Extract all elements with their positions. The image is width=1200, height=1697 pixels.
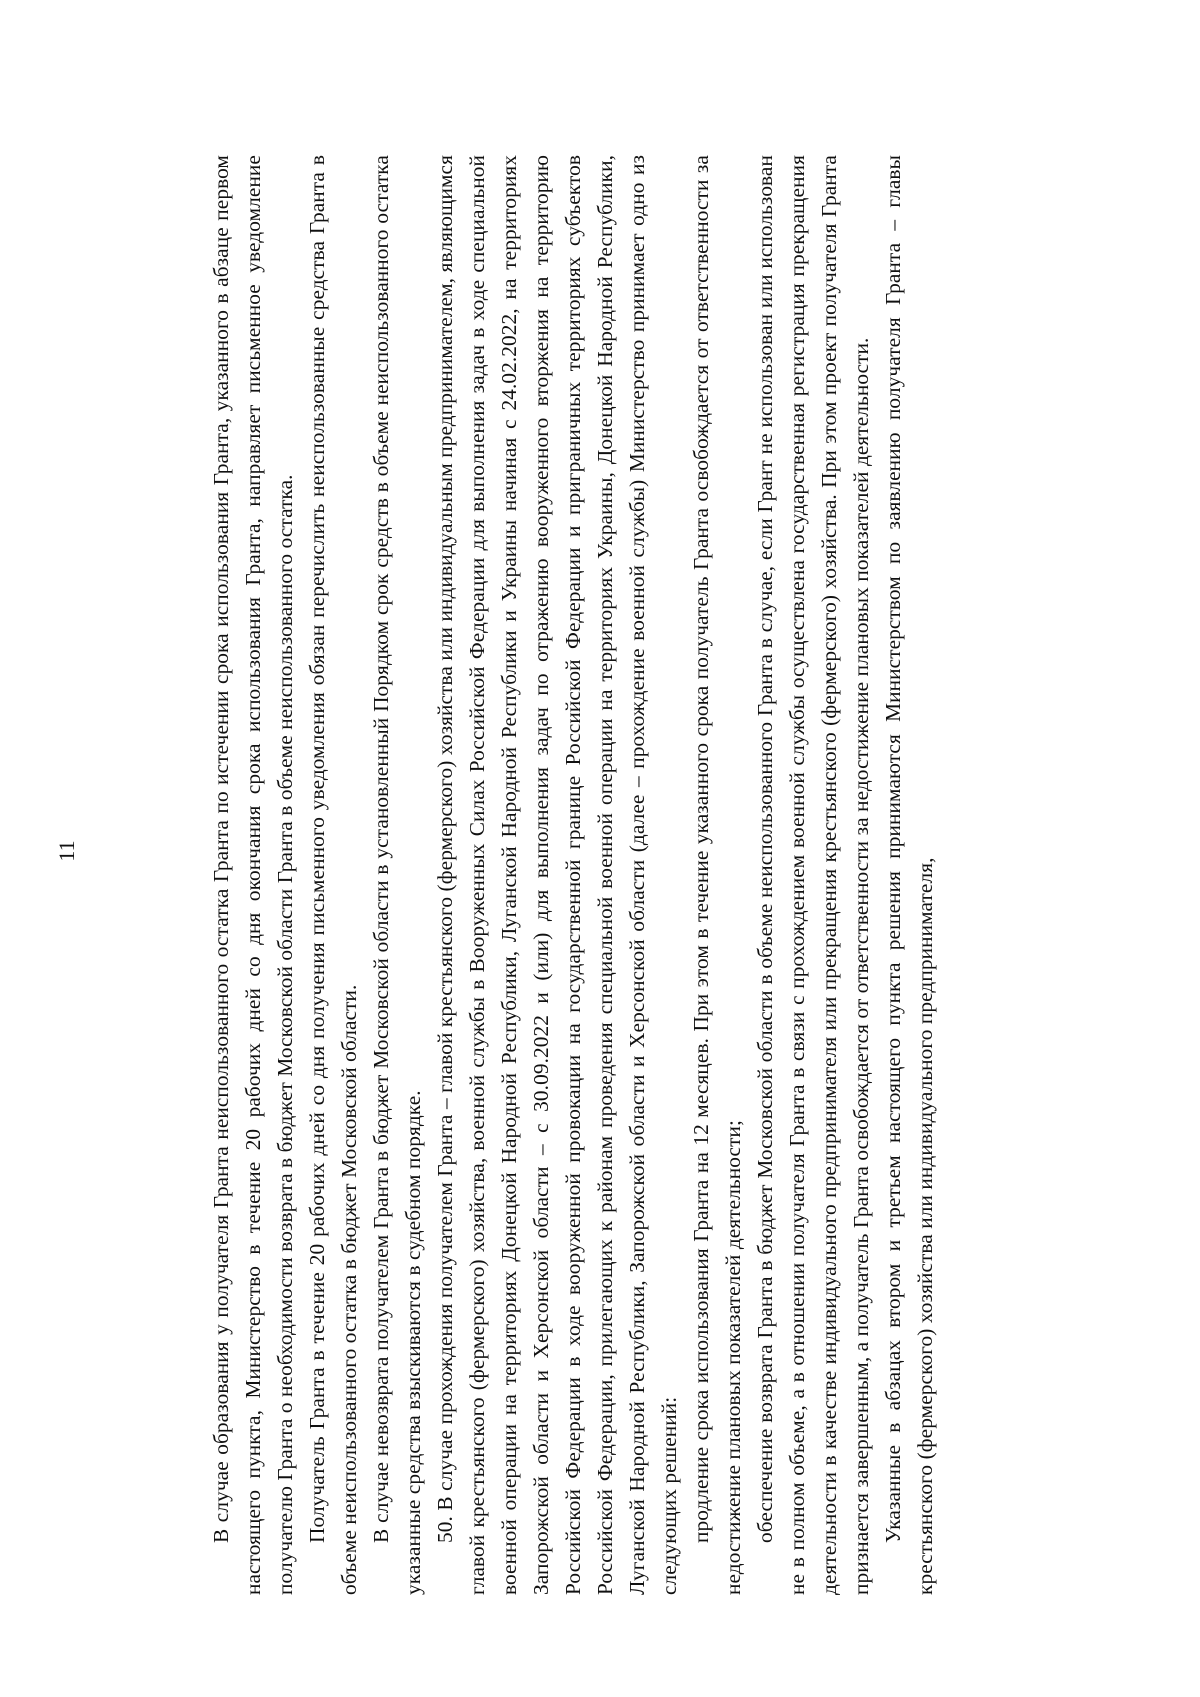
paragraph-grant-remainder-notice: В случае образования у получателя Гранта неиспользованного остатка Гранта по истечении срока использования Гранта, указанного в абзаце первом настоящего пункта, Министерство в течение 20 рабочих дней со дня окончания срока использования Гранта, направляет письменное уведомление получателю Гранта о необходимости возврата в бюджет Московской области Гранта в объеме неиспользованного остатка.: [209, 155, 297, 1595]
page-number: 11: [54, 840, 79, 862]
paragraph-transfer-obligation: Получатель Гранта в течение 20 рабочих дней со дня получения письменного уведомления обязан перечислить неиспользованные средства Гранта в объеме неиспользованного остатка в бюджет Московской области.: [305, 155, 361, 1595]
paragraph-term-extension: продление срока использования Гранта на 12 месяцев. При этом в течение указанного срока получатель Гранта освобождается от ответственности за недостижение плановых показателей деятельности;: [689, 155, 745, 1595]
paragraph-decisions-on-application: Указанные в абзацах втором и третьем настоящего пункта решения принимаются Министерством по заявлению получателя Гранта – главы крестьянского (фермерского) хозяйства или индивидуального предпринимателя,: [881, 155, 937, 1595]
document-body: [205, 155, 1135, 1595]
paragraph-clause-50-military-service: 50. В случае прохождения получателем Гранта – главой крестьянского (фермерского) хозяйства или индивидуальным предпринимателем, являющимся главой крестьянского (фермерского) хозяйства, военной службы в Вооруженных Силах Российской Федерации для выполнения задач в ходе специальной военной операции на территориях Донецкой Народной Республики, Луганской Народной Республики и Украины начиная с 24.02.2022, на территориях Запорожской области и Херсонской области – с 30.09.2022 и (или) для выполнения задач по отражению вооруженного вторжения на территорию Российской Федерации в ходе вооруженной провокации на государственной границе Российской Федерации и приграничных территориях субъектов Российской Федерации, прилегающих к районам проведения специальной военной операции на территориях Украины, Донецкой Народной Республики, Луганской Народной Республики, Запорожской области и Херсонской области (далее – прохождение военной службы) Министерство принимает одно из следующих решений:: [433, 155, 681, 1595]
paragraph-grant-return: обеспечение возврата Гранта в бюджет Московской области в объеме неиспользованного Гранта в случае, если Грант не использован или использован не в полном объеме, а в отношении получателя Гранта в связи с прохождением военной службы осуществлена государственная регистрация прекращения деятельности в качестве индивидуального предпринимателя или прекращения крестьянского (фермерского) хозяйства. При этом проект получателя Гранта признается завершенным, а получатель Гранта освобождается от ответственности за недостижение плановых показателей деятельности.: [753, 155, 873, 1595]
paragraph-non-return-recovery: В случае невозврата получателем Гранта в бюджет Московской области в установленный Порядком срок средств в объеме неиспользованного остатка указанные средства взыскиваются в судебном порядке.: [369, 155, 425, 1595]
